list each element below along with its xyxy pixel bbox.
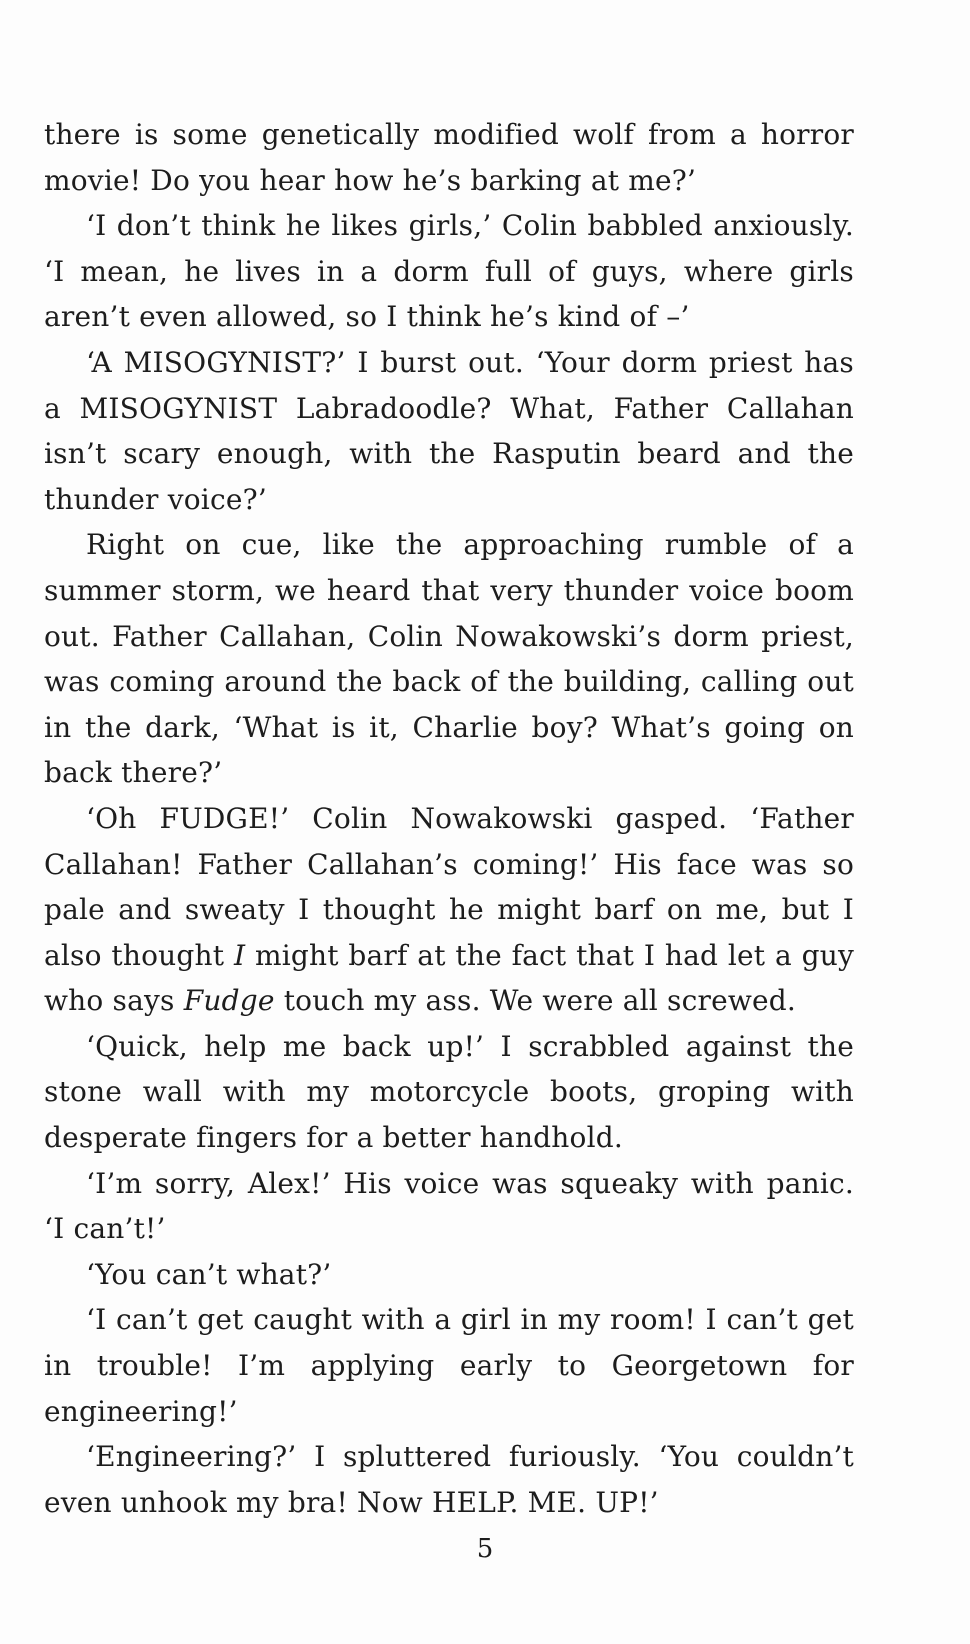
paragraph: ‘Quick, help me back up!’ I scrabbled against the stone wall with my motorcycle boots, groping with desperate fingers for a better handhold. (44, 1029, 854, 1155)
text-run: ‘Oh FUDGE!’ Colin Nowakowski gasped. ‘Father Callahan! Father Callahan’s coming!’ His face was so pale and sweaty I thought he might barf on me, but I also thought (44, 801, 854, 972)
paragraph-continuation: there is some genetically modified wolf from a horror movie! Do you hear how he’s barking at me?’ (44, 118, 854, 197)
paragraph: ‘Engineering?’ I spluttered furiously. ‘You couldn’t even unhook my bra! Now HELP. ME. UP!’ (44, 1440, 854, 1519)
paragraph: ‘You can’t what?’ (86, 1257, 332, 1291)
paragraph: Right on cue, like the approaching rumble of a summer storm, we heard that very thunder voice boom out. Father Callahan, Colin Nowakowski’s dorm priest, was coming around the back of the building, calling out in the dark, ‘What is it, Charlie boy? What’s going on back there?’ (44, 528, 854, 790)
paragraph: ‘I’m sorry, Alex!’ His voice was squeaky with panic. ‘I can’t!’ (44, 1166, 854, 1246)
page-number: 5 (476, 1534, 494, 1564)
paragraph: ‘A MISOGYNIST?’ I burst out. ‘Your dorm priest has a MISOGYNIST Labradoodle? What, Father Callahan isn’t scary enough, with the Rasputin beard and the thunder voice?’ (44, 345, 854, 516)
text-run: touch my ass. We were all screwed. (274, 984, 796, 1018)
italic-text-run: Fudge (183, 984, 275, 1018)
text-run: might barf at the fact that I had let a guy who says (44, 938, 854, 1018)
paragraph-with-italics (44, 796, 854, 1024)
body-text (44, 112, 854, 1525)
paragraph: ‘I can’t get caught with a girl in my room! I can’t get in trouble! I’m applying early to Georgetown for engineering!’ (44, 1303, 854, 1428)
italic-text-run: I (233, 938, 246, 972)
paragraph: ‘I don’t think he likes girls,’ Colin babbled anxiously. ‘I mean, he lives in a dorm full of guys, where girls aren’t even allowed, so I think he’s kind of –’ (44, 209, 854, 334)
